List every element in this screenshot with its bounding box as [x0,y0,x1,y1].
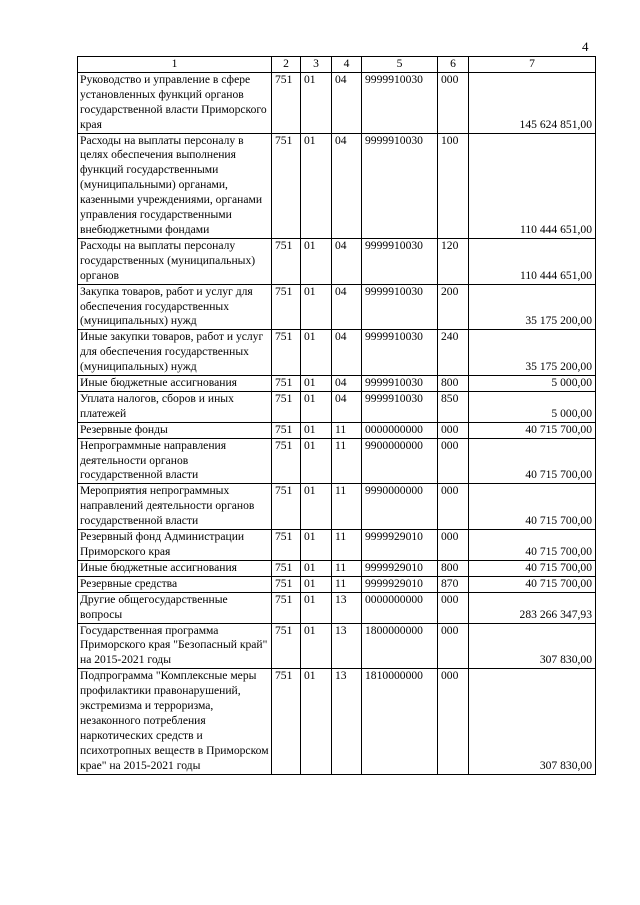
row-code-6: 240 [438,330,469,376]
row-code-3: 01 [301,560,332,576]
row-code-4: 04 [332,376,362,392]
row-code-2: 751 [272,284,301,330]
table-row [78,238,596,284]
row-code-4: 11 [332,422,362,438]
row-code-4: 11 [332,576,362,592]
table-row [78,576,596,592]
row-code-3: 01 [301,330,332,376]
row-name: Другие общегосударственные вопросы [78,592,272,623]
row-amount: 40 715 700,00 [469,484,596,530]
row-code-2: 751 [272,484,301,530]
row-name: Закупка товаров, работ и услуг для обеспечения государственных (муниципальных) нужд [78,284,272,330]
table-row [78,422,596,438]
row-name: Мероприятия непрограммных направлений деятельности органов государственной власти [78,484,272,530]
table-row [78,284,596,330]
row-code-3: 01 [301,438,332,484]
row-amount: 40 715 700,00 [469,438,596,484]
col-header-2: 2 [272,57,301,73]
table-row [78,376,596,392]
row-name: Резервные фонды [78,422,272,438]
row-code-5: 9999929010 [362,530,438,561]
table-row [78,623,596,669]
row-code-6: 200 [438,284,469,330]
row-code-6: 000 [438,623,469,669]
row-code-2: 751 [272,330,301,376]
row-amount: 307 830,00 [469,623,596,669]
row-amount: 35 175 200,00 [469,330,596,376]
row-code-5: 0000000000 [362,592,438,623]
row-code-3: 01 [301,669,332,774]
row-name: Резервный фонд Администрации Приморского края [78,530,272,561]
row-code-4: 04 [332,238,362,284]
row-code-4: 04 [332,72,362,133]
row-amount: 40 715 700,00 [469,576,596,592]
row-code-5: 9990000000 [362,484,438,530]
row-code-5: 9999910030 [362,238,438,284]
row-code-6: 870 [438,576,469,592]
row-code-4: 11 [332,484,362,530]
row-code-4: 04 [332,133,362,238]
table-row [78,530,596,561]
row-code-3: 01 [301,422,332,438]
col-header-3: 3 [301,57,332,73]
table-row [78,669,596,774]
row-amount: 40 715 700,00 [469,530,596,561]
row-code-2: 751 [272,438,301,484]
row-amount: 110 444 651,00 [469,238,596,284]
row-code-3: 01 [301,576,332,592]
row-code-5: 9999910030 [362,330,438,376]
row-code-5: 0000000000 [362,422,438,438]
row-code-3: 01 [301,133,332,238]
row-name: Расходы на выплаты персоналу в целях обеспечения выполнения функций государственными (муниципальными) органами, казенными учреждениями, органами управления государственными внебюджетными фондами [78,133,272,238]
row-name: Руководство и управление в сфере установленных функций органов государственной власти Приморского края [78,72,272,133]
row-code-3: 01 [301,391,332,422]
table-row [78,592,596,623]
row-code-2: 751 [272,560,301,576]
row-code-3: 01 [301,623,332,669]
table-row [78,438,596,484]
row-code-3: 01 [301,592,332,623]
row-code-2: 751 [272,623,301,669]
row-code-5: 9999929010 [362,560,438,576]
table-row [78,72,596,133]
row-code-6: 000 [438,422,469,438]
row-code-2: 751 [272,530,301,561]
row-code-5: 9999910030 [362,72,438,133]
row-amount: 283 266 347,93 [469,592,596,623]
row-code-2: 751 [272,72,301,133]
table-row [78,330,596,376]
page-number: 4 [582,39,589,54]
row-amount: 5 000,00 [469,391,596,422]
row-code-6: 800 [438,560,469,576]
row-code-5: 9999910030 [362,391,438,422]
row-code-6: 000 [438,592,469,623]
row-code-5: 9999910030 [362,376,438,392]
row-name: Уплата налогов, сборов и иных платежей [78,391,272,422]
row-code-2: 751 [272,592,301,623]
row-name: Подпрограмма "Комплексные меры профилактики правонарушений, экстремизма и терроризма, незаконного потребления наркотических средств и психотропных веществ в Приморском крае" на 2015-2021 годы [78,669,272,774]
row-code-4: 11 [332,530,362,561]
row-code-3: 01 [301,376,332,392]
col-header-5: 5 [362,57,438,73]
budget-table [77,56,596,775]
row-name: Непрограммные направления деятельности органов государственной власти [78,438,272,484]
row-code-6: 000 [438,438,469,484]
row-code-3: 01 [301,284,332,330]
row-amount: 307 830,00 [469,669,596,774]
row-code-4: 13 [332,623,362,669]
row-amount: 35 175 200,00 [469,284,596,330]
row-code-6: 000 [438,530,469,561]
table-row [78,484,596,530]
table-row [78,560,596,576]
row-code-6: 100 [438,133,469,238]
row-code-2: 751 [272,238,301,284]
row-code-4: 04 [332,330,362,376]
col-header-7: 7 [469,57,596,73]
col-header-1: 1 [78,57,272,73]
row-code-6: 120 [438,238,469,284]
row-name: Расходы на выплаты персоналу государственных (муниципальных) органов [78,238,272,284]
row-code-2: 751 [272,376,301,392]
row-code-5: 9999910030 [362,284,438,330]
row-code-4: 13 [332,669,362,774]
row-code-2: 751 [272,133,301,238]
row-name: Иные бюджетные ассигнования [78,376,272,392]
row-code-6: 000 [438,72,469,133]
col-header-6: 6 [438,57,469,73]
row-code-5: 1800000000 [362,623,438,669]
header-row [78,57,596,73]
row-code-4: 13 [332,592,362,623]
row-code-2: 751 [272,576,301,592]
row-name: Государственная программа Приморского края "Безопасный край" на 2015-2021 годы [78,623,272,669]
row-amount: 5 000,00 [469,376,596,392]
row-name: Резервные средства [78,576,272,592]
table-row [78,133,596,238]
row-code-6: 850 [438,391,469,422]
row-code-5: 1810000000 [362,669,438,774]
row-code-4: 11 [332,438,362,484]
row-amount: 145 624 851,00 [469,72,596,133]
row-name: Иные закупки товаров, работ и услуг для обеспечения государственных (муниципальных) нужд [78,330,272,376]
row-code-4: 04 [332,284,362,330]
row-code-5: 9999910030 [362,133,438,238]
row-code-6: 000 [438,669,469,774]
row-code-5: 9900000000 [362,438,438,484]
row-code-2: 751 [272,422,301,438]
row-code-3: 01 [301,238,332,284]
row-amount: 40 715 700,00 [469,560,596,576]
row-code-3: 01 [301,484,332,530]
row-code-4: 04 [332,391,362,422]
row-code-4: 11 [332,560,362,576]
row-amount: 40 715 700,00 [469,422,596,438]
row-code-5: 9999929010 [362,576,438,592]
row-name: Иные бюджетные ассигнования [78,560,272,576]
table-row [78,391,596,422]
row-code-6: 000 [438,484,469,530]
row-code-2: 751 [272,391,301,422]
row-code-3: 01 [301,530,332,561]
row-code-2: 751 [272,669,301,774]
row-code-3: 01 [301,72,332,133]
col-header-4: 4 [332,57,362,73]
row-amount: 110 444 651,00 [469,133,596,238]
row-code-6: 800 [438,376,469,392]
